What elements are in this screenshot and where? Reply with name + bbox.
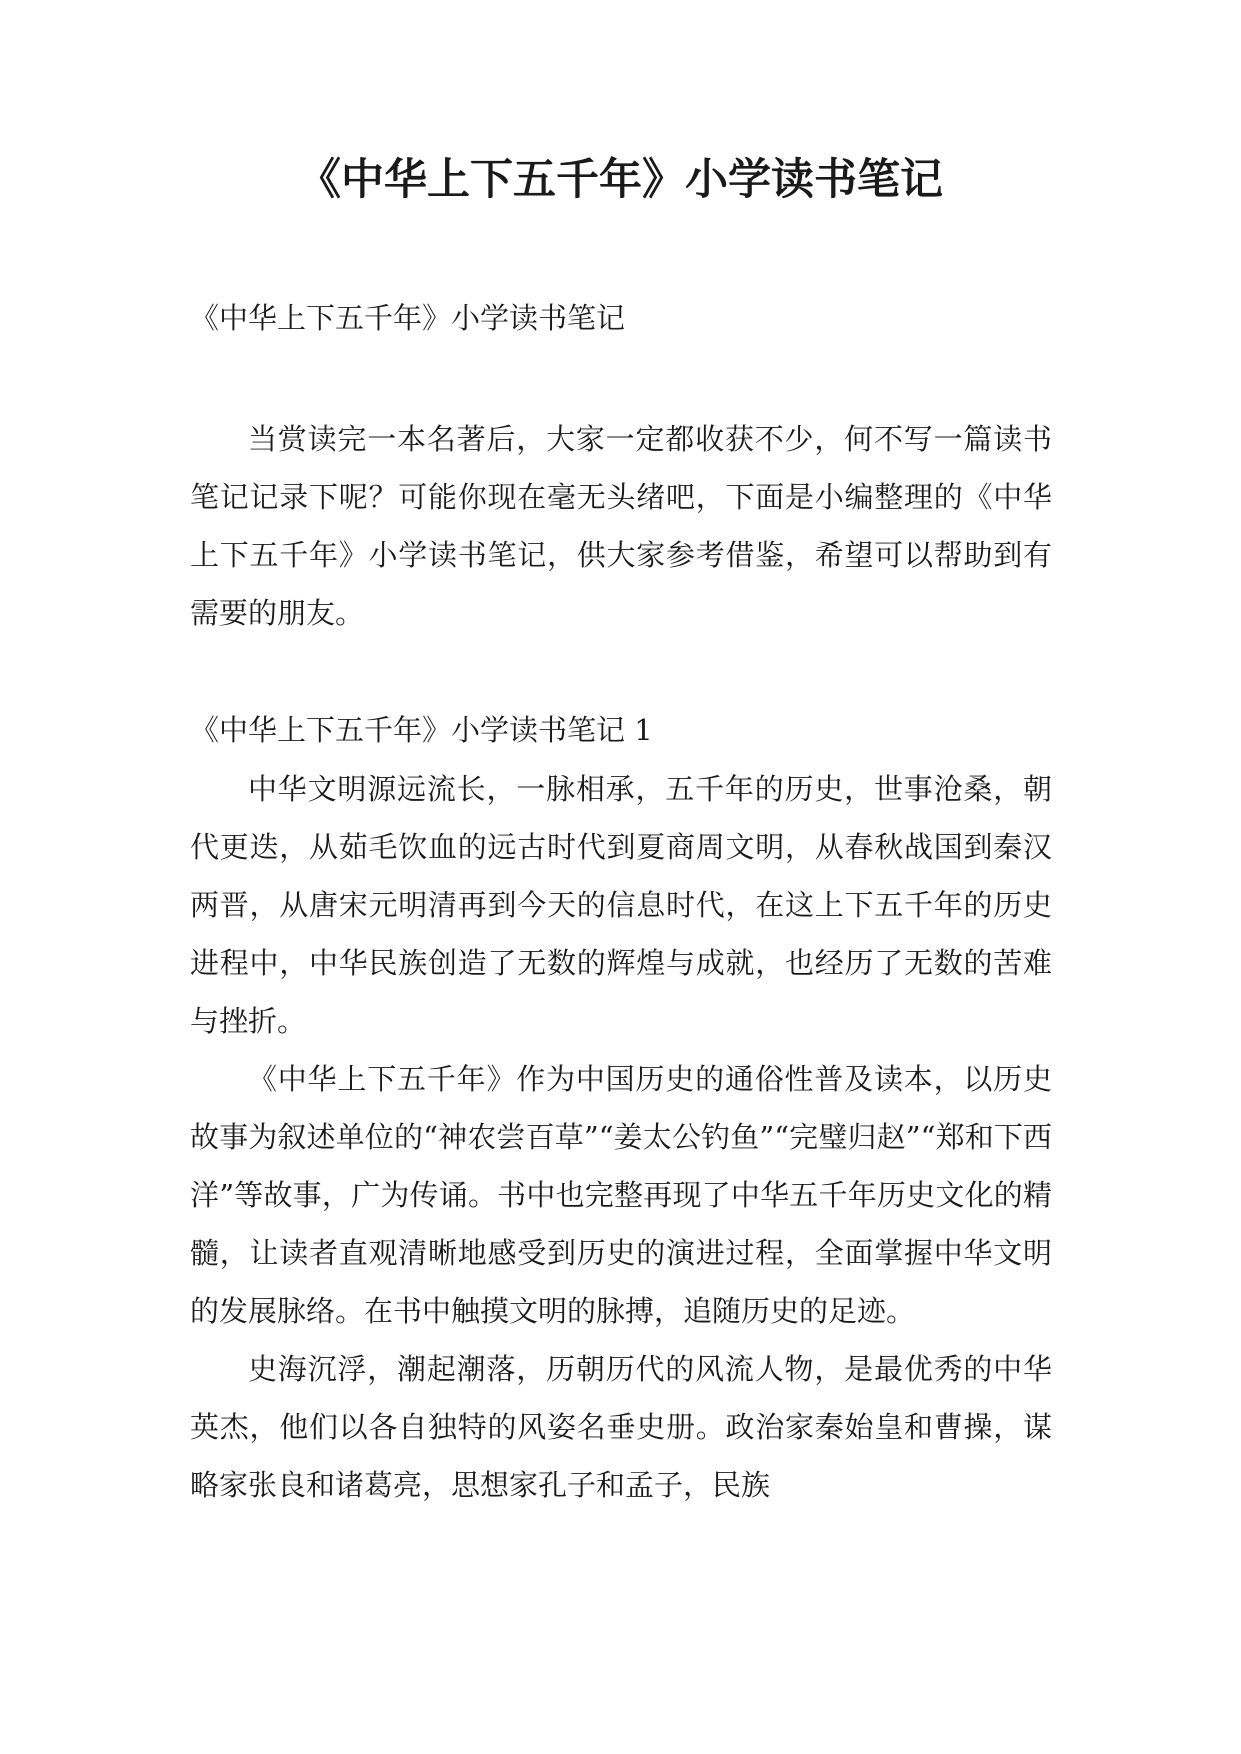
body-paragraph: 《中华上下五千年》作为中国历史的通俗性普及读本，以历史故事为叙述单位的“神农尝百草”“姜太公钓鱼”“完璧归赵”“郑和下西洋”等故事，广为传诵。书中也完整再现了中华五千年历史文化的精髓，让读者直观清晰地感受到历史的演进过程，全面掌握中华文明的发展脉络。在书中触摸文明的脉搏，追随历史的足迹。	[190, 1062, 1052, 1328]
body-paragraph: 中华文明源远流长，一脉相承，五千年的历史，世事沧桑，朝代更迭，从茹毛饮血的远古时代到夏商周文明，从春秋战国到秦汉两晋，从唐宋元明清再到今天的信息时代，在这上下五千年的历史进程中，中华民族创造了无数的辉煌与成就，也经历了无数的苦难与挫折。	[190, 772, 1052, 1038]
document-body	[190, 288, 1052, 1514]
document-subtitle: 《中华上下五千年》小学读书笔记	[190, 301, 626, 335]
body-paragraph: 史海沉浮，潮起潮落，历朝历代的风流人物，是最优秀的中华英杰，他们以各自独特的风姿名垂史册。政治家秦始皇和曹操，谋略家张良和诸葛亮，思想家孔子和孟子，民族	[190, 1352, 1052, 1502]
spacer	[190, 348, 1052, 410]
intro-paragraph: 当赏读完一本名著后，大家一定都收获不少，何不写一篇读书笔记记录下呢？可能你现在毫无头绪吧，下面是小编整理的《中华上下五千年》小学读书笔记，供大家参考借鉴，希望可以帮助到有需要的朋友。	[190, 422, 1052, 630]
section-heading: 《中华上下五千年》小学读书笔记 1	[190, 713, 653, 747]
document-title: 《中华上下五千年》小学读书笔记	[298, 155, 943, 205]
spacer	[190, 642, 1052, 700]
